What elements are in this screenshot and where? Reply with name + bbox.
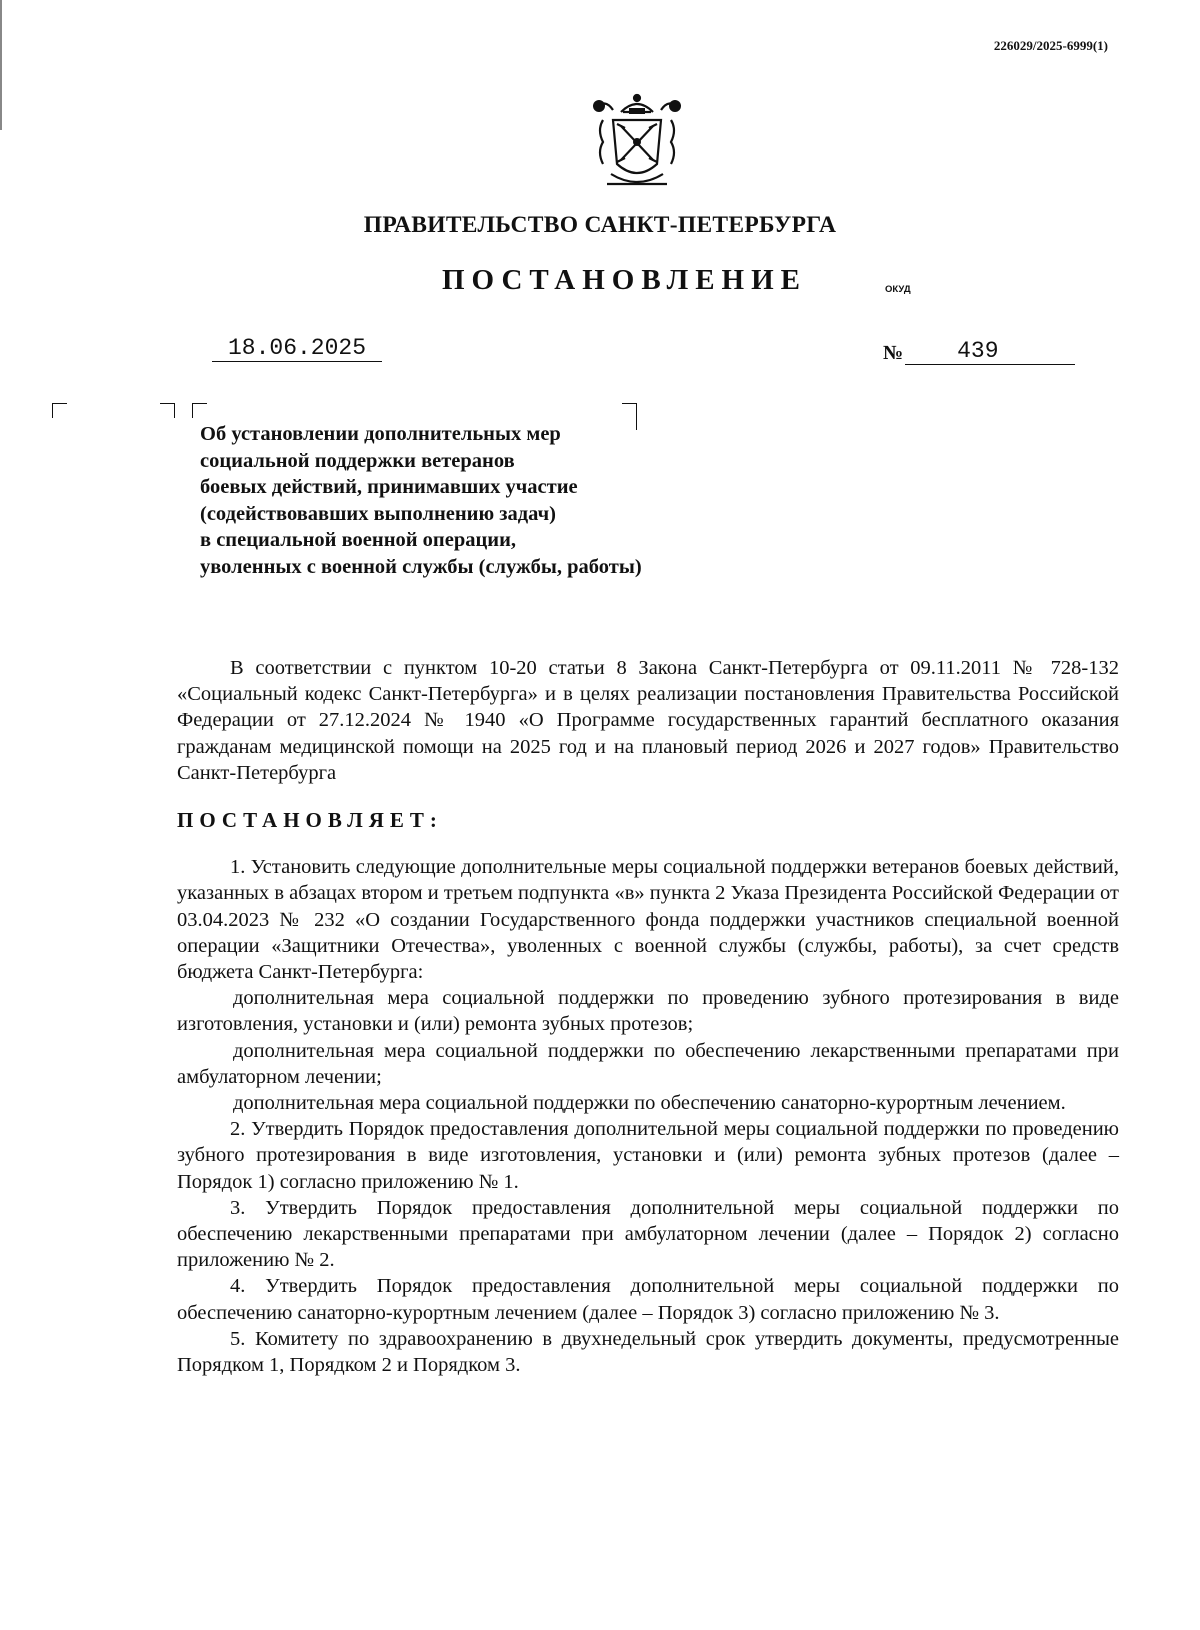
okud-label: ОКУД — [885, 284, 911, 295]
preamble-paragraph: В соответствии с пунктом 10-20 статьи 8 Закона Санкт-Петербурга от 09.11.2011 № 728-132 «Социальный кодекс Санкт-Петербурга» и в целях реализации постановления Правительства Российской Федерации от 27.12.2024 № 1940 «О Программе государственных гарантий бесплатного оказания гражданам медицинской помощи на 2025 год и на плановый период 2026 и 2027 годов» Правительство Санкт-Петербурга — [177, 657, 1119, 784]
scan-edge-line — [0, 0, 2, 130]
decree-title: ПОСТАНОВЛЕНИЕ — [442, 264, 808, 296]
subject-line: социальной поддержки ветеранов — [200, 449, 515, 472]
item-paragraph: 2. Утвердить Порядок предоставления дополнительной меры социальной поддержки по проведению зубного протезирования в виде изготовления, установки и (или) ремонта зубных протезов (далее – Порядок 1) согласно приложению № 1. — [177, 1118, 1119, 1193]
number-sign: № — [883, 342, 904, 364]
resolves-heading: ПОСТАНОВЛЯЕТ: — [177, 808, 443, 833]
sub-item-paragraph: дополнительная мера социальной поддержки по обеспечению лекарственными препаратами при амбулаторном лечении; — [177, 1039, 1119, 1088]
decree-date: 18.06.2025 — [212, 335, 382, 362]
corner-mark-mid — [160, 403, 175, 418]
document-id: 226029/2025-6999(1) — [993, 38, 1108, 53]
subject-line: Об установлении дополнительных мер — [200, 423, 561, 445]
sub-item-paragraph: дополнительная мера социальной поддержки по обеспечению санаторно-курортным лечением. — [233, 1092, 1066, 1115]
corner-mark-left — [52, 403, 67, 418]
subject-line: уволенных с военной службы (службы, работы) — [200, 555, 642, 578]
item-paragraph: 4. Утвердить Порядок предоставления дополнительной меры социальной поддержки по обеспечению санаторно-курортным лечением (далее – Порядок 3) согласно приложению № 3. — [177, 1275, 1119, 1324]
decree-body — [177, 655, 1119, 1378]
government-title: ПРАВИТЕЛЬСТВО САНКТ-ПЕТЕРБУРГА — [363, 212, 837, 238]
decree-subject — [200, 421, 642, 581]
decree-number: 439 — [905, 338, 1075, 365]
subject-line: (содействовавших выполнению задач) — [200, 502, 556, 525]
item-paragraph: 1. Установить следующие дополнительные меры социальной поддержки ветеранов боевых действий, указанных в абзацах втором и третьем подпункта «в» пункта 2 Указа Президента Российской Федерации от 03.04.2023 № 232 «О создании Государственного фонда поддержки участников специальной военной операции «Защитники Отечества», уволенных с военной службы (службы, работы), за счет средств бюджета Санкт-Петербурга: — [177, 856, 1119, 984]
spb-coat-of-arms-emblem — [583, 90, 691, 194]
decree-number-field — [883, 338, 1075, 365]
item-paragraph: 5. Комитету по здравоохранению в двухнедельный срок утвердить документы, предусмотренные Порядком 1, Порядком 2 и Порядком 3. — [177, 1327, 1119, 1377]
item-paragraph: 3. Утвердить Порядок предоставления дополнительной меры социальной поддержки по обеспечению лекарственными препаратами при амбулаторном лечении (далее – Порядок 2) согласно приложению № 2. — [177, 1196, 1119, 1272]
corner-mark-subject — [192, 403, 207, 418]
subject-line: в специальной военной операции, — [200, 529, 517, 552]
subject-line: боевых действий, принимавших участие — [200, 476, 578, 499]
sub-item-paragraph: дополнительная мера социальной поддержки по проведению зубного протезирования в виде изготовления, установки и (или) ремонта зубных протезов; — [177, 987, 1119, 1036]
